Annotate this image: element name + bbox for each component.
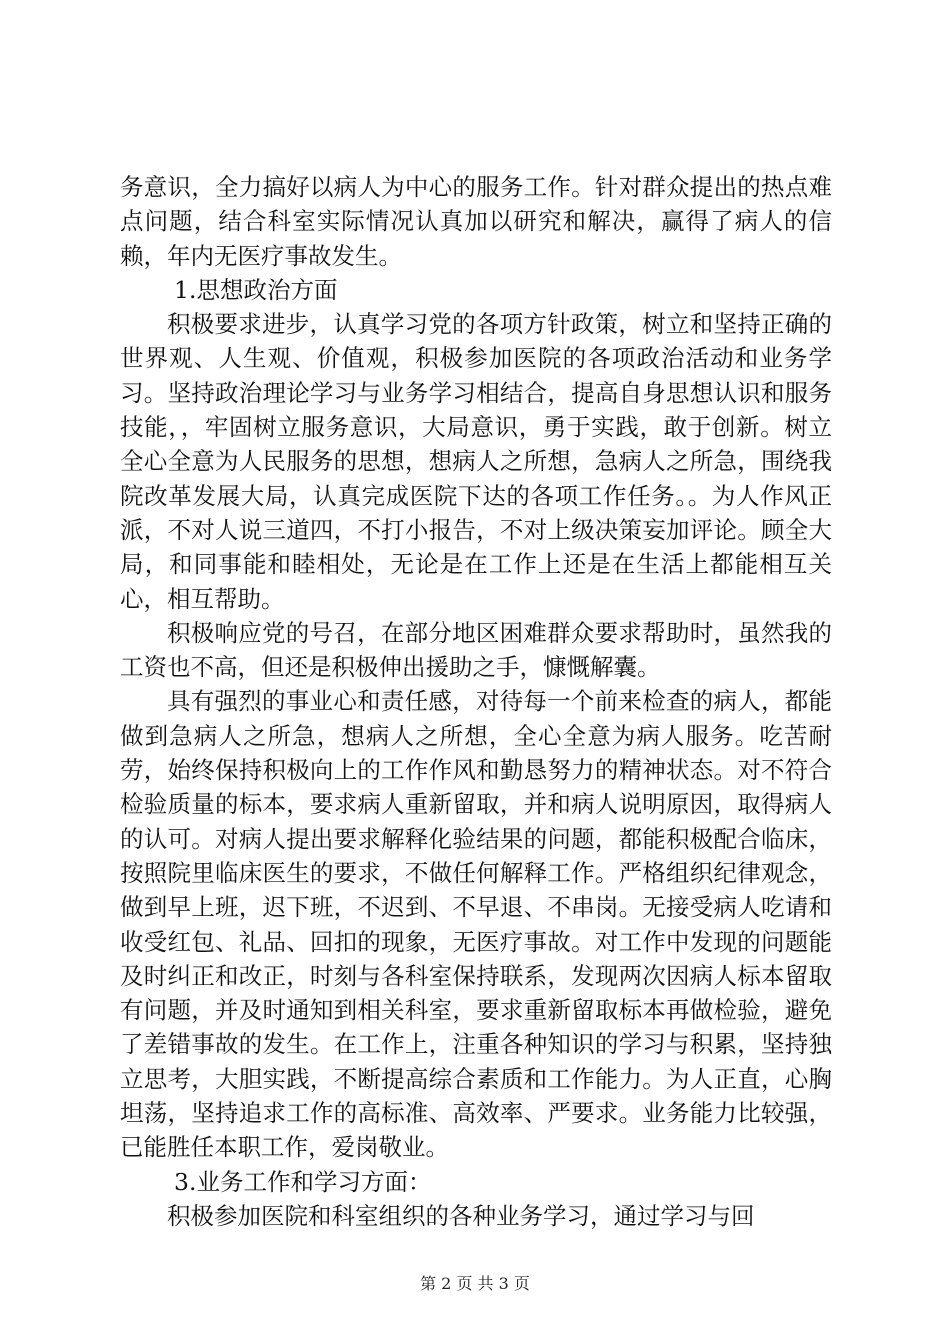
document-body bbox=[120, 170, 832, 1233]
paragraph: 积极参加医院和科室组织的各种业务学习，通过学习与回 bbox=[167, 1201, 755, 1230]
page-number-footer: 第 2 页 共 3 页 bbox=[420, 1274, 530, 1293]
section-heading-political: 1.思想政治方面 bbox=[174, 275, 338, 304]
section-heading-business: 3.业务工作和学习方面： bbox=[174, 1167, 432, 1196]
paragraph-continued: 务意识，全力搞好以病人为中心的服务工作。针对群众提出的热点难点问题，结合科室实际情况认真加以研究和解决，赢得了病人的信赖，年内无医疗事故发生。 bbox=[120, 173, 832, 270]
paragraph: 积极要求进步，认真学习党的各项方针政策，树立和坚持正确的世界观、人生观、价值观，积极参加医院的各项政治活动和业务学习。坚持政治理论学习与业务学习相结合，提高自身思想认识和服务技能，，牢固树立服务意识，大局意识，勇于实践，敢于创新。树立全心全意为人民服务的思想，想病人之所想，急病人之所急，围绕我院改革发展大局，认真完成医院下达的各项工作任务。。为人作风正派，不对人说三道四，不打小报告，不对上级决策妄加评论。顾全大局，和同事能和睦相处，无论是在工作上还是在生活上都能相互关心，相互帮助。 bbox=[120, 310, 832, 613]
paragraph: 具有强烈的事业心和责任感，对待每一个前来检查的病人，都能做到急病人之所急，想病人之所想，全心全意为病人服务。吃苦耐劳，始终保持积极向上的工作作风和勤恳努力的精神状态。对不符合检验质量的标本，要求病人重新留取，并和病人说明原因，取得病人的认可。对病人提出要求解释化验结果的问题，都能积极配合临床，按照院里临床医生的要求，不做任何解释工作。严格组织纪律观念，做到早上班，迟下班，不迟到、不早退、不串岗。无接受病人吃请和收受红包、礼品、回扣的现象，无医疗事故。对工作中发现的问题能及时纠正和改正，时刻与各科室保持联系，发现两次因病人标本留取有问题，并及时通知到相关科室，要求重新留取标本再做检验，避免了差错事故的发生。在工作上，注重各种知识的学习与积累，坚持独立思考，大胆实践，不断提高综合素质和工作能力。为人正直，心胸坦荡，坚持追求工作的高标准、高效率、严要求。业务能力比较强，已能胜任本职工作，爱岗敬业。 bbox=[120, 687, 832, 1162]
paragraph: 积极响应党的号召，在部分地区困难群众要求帮助时，虽然我的工资也不高，但还是积极伸出援助之手，慷慨解囊。 bbox=[120, 618, 832, 682]
